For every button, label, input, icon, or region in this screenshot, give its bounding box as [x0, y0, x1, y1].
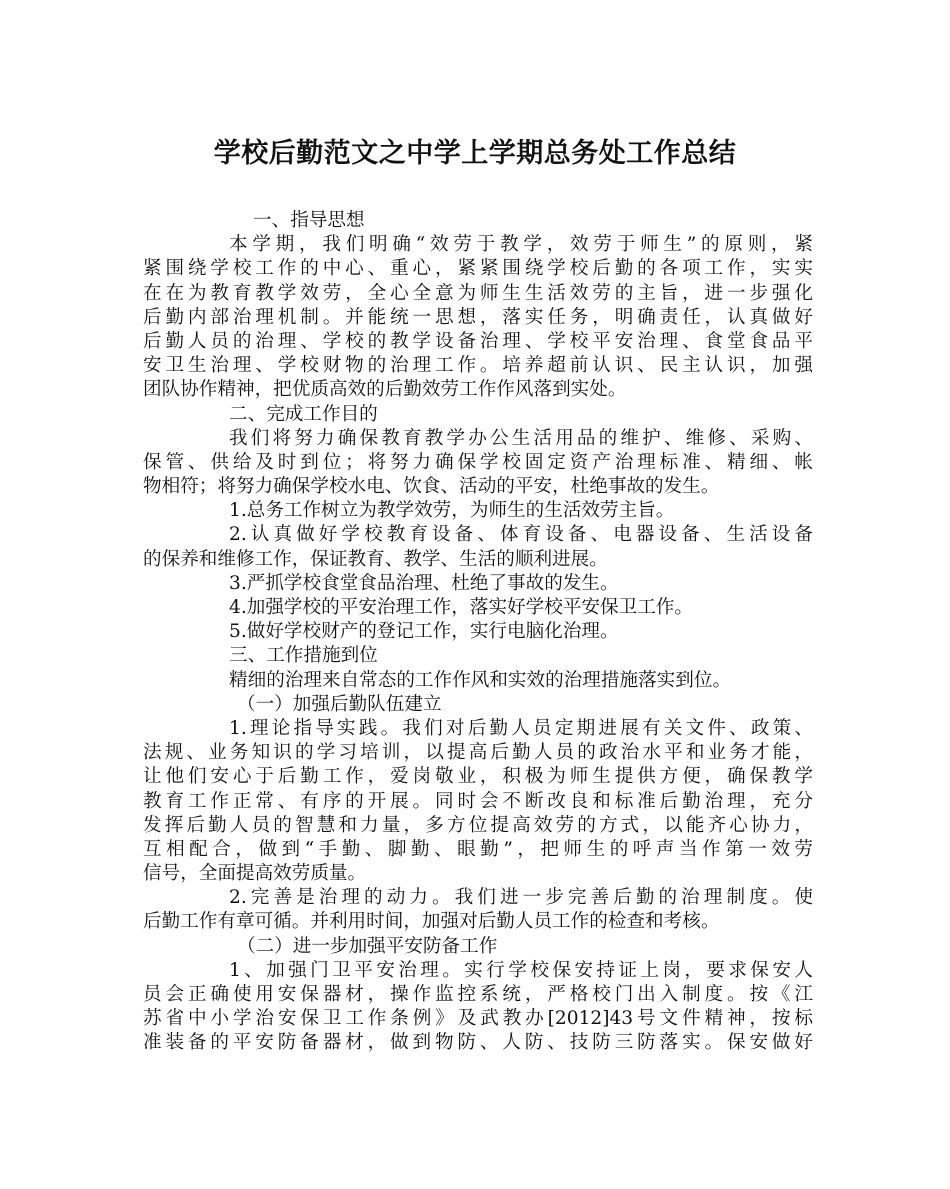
- text-line: 团队协作精神，把优质高效的后勤效劳工作作风落到实处。: [143, 379, 627, 401]
- text-line: 在在为教育教学效劳，全心全意为师生生活效劳的主旨，进一步强化: [143, 282, 813, 304]
- text-line: 5.做好学校财产的登记工作，实行电脑化治理。: [229, 621, 619, 643]
- text-line: 安卫生治理、学校财物的治理工作。培养超前认识、民主认识，加强: [143, 355, 813, 377]
- text-line: 的保养和维修工作，保证教育、教学、生活的顺利进展。: [143, 548, 608, 570]
- text-line: 1.理论指导实践。我们对后勤人员定期进展有关文件、政策、: [229, 717, 813, 739]
- text-line: 准装备的平安防备器材，做到物防、人防、技防三防落实。保安做好: [143, 1032, 813, 1054]
- text-line: 我们将努力确保教育教学办公生活用品的维护、维修、采购、: [229, 427, 813, 449]
- text-line: 保管、供给及时到位；将努力确保学校固定资产治理标准、精细、帐: [143, 451, 813, 473]
- text-line: 三、工作措施到位: [229, 645, 378, 667]
- text-line: 后勤内部治理机制。并能统一思想，落实任务，明确责任，认真做好: [143, 306, 813, 328]
- text-line: 法规、业务知识的学习培训，以提高后勤人员的政治水平和业务才能，: [143, 742, 813, 764]
- text-line: 精细的治理来自常态的工作作风和实效的治理措施落实到位。: [229, 669, 732, 691]
- text-line: 一、指导思想: [253, 210, 365, 231]
- text-line: 1、加强门卫平安治理。实行学校保安持证上岗，要求保安人: [229, 959, 813, 981]
- document-title: 学校后勤范文之中学上学期总务处工作总结: [213, 138, 737, 169]
- text-line: （二）进一步加强平安防备工作: [237, 935, 498, 957]
- text-line: 本学期，我们明确“效劳于教学，效劳于师生”的原则，紧: [229, 234, 813, 256]
- text-line: 发挥后勤人员的智慧和力量，多方位提高效劳的方式，以能齐心协力，: [143, 814, 813, 836]
- text-line: 2.完善是治理的动力。我们进一步完善后勤的治理制度。使: [229, 887, 813, 909]
- text-line: 后勤工作有章可循。并利用时间，加强对后勤人员工作的检查和考核。: [143, 911, 720, 933]
- text-line: 互相配合，做到“手勤、脚勤、眼勤”，把师生的呼声当作第一效劳: [143, 838, 813, 860]
- text-line: 紧围绕学校工作的中心、重心，紧紧围绕学校后勤的各项工作，实实: [143, 258, 813, 280]
- text-line: 苏省中小学治安保卫工作条例》及武教办[2012]43号文件精神，按标: [143, 1008, 813, 1030]
- text-line: 2.认真做好学校教育设备、体育设备、电器设备、生活设备: [229, 524, 813, 546]
- text-line: （一）加强后勤队伍建立: [237, 693, 442, 715]
- text-line: 教育工作正常、有序的开展。同时会不断改良和标准后勤治理，充分: [143, 790, 813, 812]
- text-line: 二、完成工作目的: [229, 403, 378, 425]
- text-line: 3.严抓学校食堂食品治理、杜绝了事故的发生。: [229, 572, 619, 594]
- document-body: [143, 209, 813, 1056]
- text-line: 信号，全面提高效劳质量。: [143, 863, 367, 885]
- text-line: 让他们安心于后勤工作，爱岗敬业，积极为师生提供方便，确保教学: [143, 766, 813, 788]
- text-line: 1.总务工作树立为教学效劳，为师生的生活效劳主旨。: [229, 500, 675, 522]
- text-line: 后勤人员的治理、学校的教学设备治理、学校平安治理、食堂食品平: [143, 330, 813, 352]
- text-line: 员会正确使用安保器材，操作监控系统，严格校门出入制度。按《江: [143, 984, 813, 1005]
- text-line: 物相符；将努力确保学校水电、饮食、活动的平安，杜绝事故的发生。: [143, 476, 720, 498]
- text-line: 4.加强学校的平安治理工作，落实好学校平安保卫工作。: [229, 597, 693, 618]
